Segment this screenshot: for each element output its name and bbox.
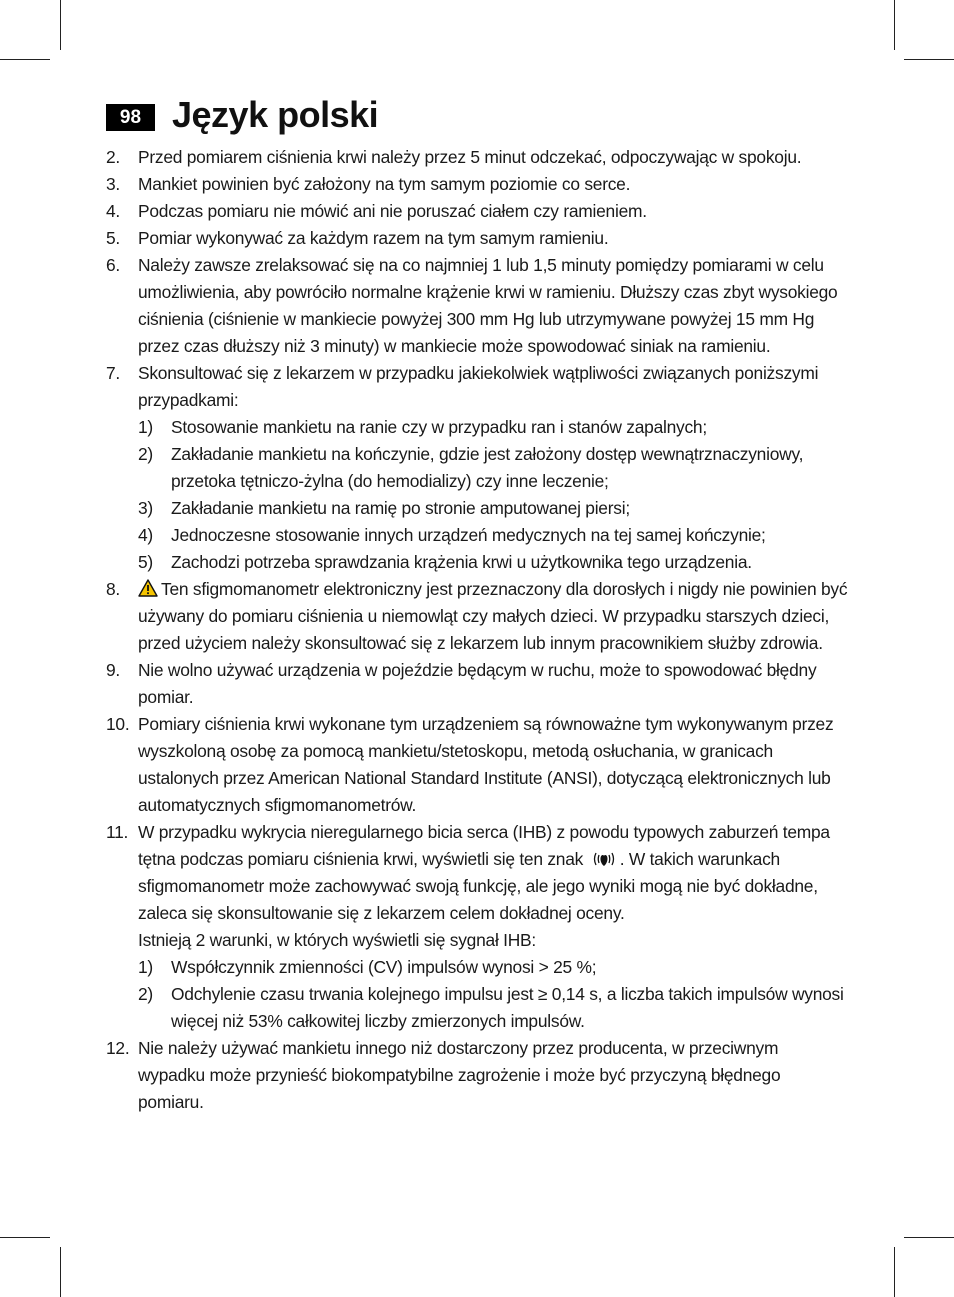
list-item [106,711,848,819]
list-item [106,252,848,360]
list-item [106,198,848,225]
subitem-number: 3) [138,498,153,518]
crop-mark [0,1237,50,1238]
subitem-number: 2) [138,444,153,464]
item-text: Przed pomiarem ciśnienia krwi należy przez 5 minut odczekać, odpoczywając w spokoju. [138,147,802,167]
subitem-number: 1) [138,417,153,437]
sublist-item [138,414,848,441]
subitem-number: 5) [138,552,153,572]
list-item [106,171,848,198]
crop-mark [0,59,50,60]
subitem-text: Zakładanie mankietu na ramię po stronie amputowanej piersi; [171,498,630,518]
sublist-item [138,549,848,576]
sublist-item [138,954,848,981]
subitem-text: Odchylenie czasu trwania kolejnego impulsu jest ≥ 0,14 s, a liczba takich impulsów wynosi więcej niż 53% całkowitej liczby zmierzonych impulsów. [171,984,844,1031]
subitem-text: Jednoczesne stosowanie innych urządzeń medycznych na tej samej kończynie; [171,525,766,545]
subitem-number: 4) [138,525,153,545]
sublist-item [138,495,848,522]
sublist-item [138,981,848,1035]
item-number: 6. [106,255,121,275]
item-text: . W takich warunkach sfigmomanometr może zachowywać swoją funkcję, ale jego wyniki mogą nie być dokładne, zaleca się skonsultowanie się z lekarzem celem dokładnej oceny. [138,849,818,923]
subitem-text: Współczynnik zmienności (CV) impulsów wynosi > 25 %; [171,957,597,977]
sublist [138,954,848,1035]
ihb-heart-icon [588,850,620,868]
list-item [106,657,848,711]
item-text: Nie wolno używać urządzenia w pojeździe będącym w ruchu, może to spowodować błędny pomiar. [138,660,817,707]
crop-mark [894,1247,895,1297]
item-text: Skonsultować się z lekarzem w przypadku jakiekolwiek wątpliwości związanych poniższymi przypadkami: [138,363,819,410]
item-number: 11. [106,822,129,842]
page-number: 98 [106,104,155,131]
item-number: 3. [106,174,121,194]
subitem-text: Stosowanie mankietu na ranie czy w przypadku ran i stanów zapalnych; [171,417,707,437]
item-number: 12. [106,1038,130,1058]
item-number: 4. [106,201,121,221]
item-number: 8. [106,579,121,599]
item-number: 7. [106,363,121,383]
item-text: Istnieją 2 warunki, w których wyświetli się sygnał IHB: [138,930,536,950]
item-number: 10. [106,714,130,734]
crop-mark [894,0,895,50]
crop-mark [60,1247,61,1297]
instructions-list [106,144,848,1116]
item-number: 2. [106,147,121,167]
item-text: Ten sfigmomanometr elektroniczny jest przeznaczony dla dorosłych i nigdy nie powinien być używany do pomiaru ciśnienia u niemowląt czy małych dzieci. W przypadku starszych dzieci, przed użyciem należy skonsultować się z lekarzem lub innym pracownikiem służby zdrowia. [138,579,848,653]
list-item [106,1035,848,1116]
item-number: 9. [106,660,121,680]
item-text: W przypadku wykrycia nieregularnego bicia serca (IHB) z powodu typowych zaburzeń tempa tętna podczas pomiaru ciśnienia krwi, wyświetli się ten znak [138,822,830,869]
subitem-text: Zachodzi potrzeba sprawdzania krążenia krwi u użytkownika tego urządzenia. [171,552,752,572]
warning-icon [138,579,158,597]
crop-mark [60,0,61,50]
list-item [106,225,848,252]
item-text: Podczas pomiaru nie mówić ani nie poruszać ciałem czy ramieniem. [138,201,647,221]
subitem-text: Zakładanie mankietu na kończynie, gdzie jest założony dostęp wewnątrznaczyniowy, przetoka tętniczo-żylna (do hemodializy) czy inne leczenie; [171,444,804,491]
subitem-number: 1) [138,957,153,977]
subitem-number: 2) [138,984,153,1004]
list-item [106,576,848,657]
crop-mark [904,1237,954,1238]
item-number: 5. [106,228,121,248]
item-text: Pomiar wykonywać za każdym razem na tym samym ramieniu. [138,228,609,248]
page-title: Język polski [172,94,379,135]
list-item [106,819,848,1035]
list-item [106,144,848,171]
sublist [138,414,848,576]
list-item [106,360,848,576]
item-text: Pomiary ciśnienia krwi wykonane tym urządzeniem są równoważne tym wykonywanym przez wyszkoloną osobę za pomocą mankietu/stetoskopu, metodą osłuchania, w granicach ustalonych przez American National Standard Institute (ANSI), dotyczącą elektronicznych lub automatycznych sfigmomanometrów. [138,714,834,815]
crop-mark [904,59,954,60]
sublist-item [138,441,848,495]
item-text: Mankiet powinien być założony na tym samym poziomie co serce. [138,174,631,194]
item-text: Należy zawsze zrelaksować się na co najmniej 1 lub 1,5 minuty pomiędzy pomiarami w celu umożliwienia, aby powróciło normalne krążenie krwi w ramieniu. Dłuższy czas zbyt wysokiego ciśnienia (ciśnienie w mankiecie powyżej 300 mm Hg lub utrzymywane powyżej 15 mm Hg przez czas dłuższy niż 3 minuty) w mankiecie może spowodować siniak na ramieniu. [138,255,838,356]
item-text: Nie należy używać mankietu innego niż dostarczony przez producenta, w przeciwnym wypadku może przynieść biokompatybilne zagrożenie i może być przyczyną błędnego pomiaru. [138,1038,781,1112]
sublist-item [138,522,848,549]
